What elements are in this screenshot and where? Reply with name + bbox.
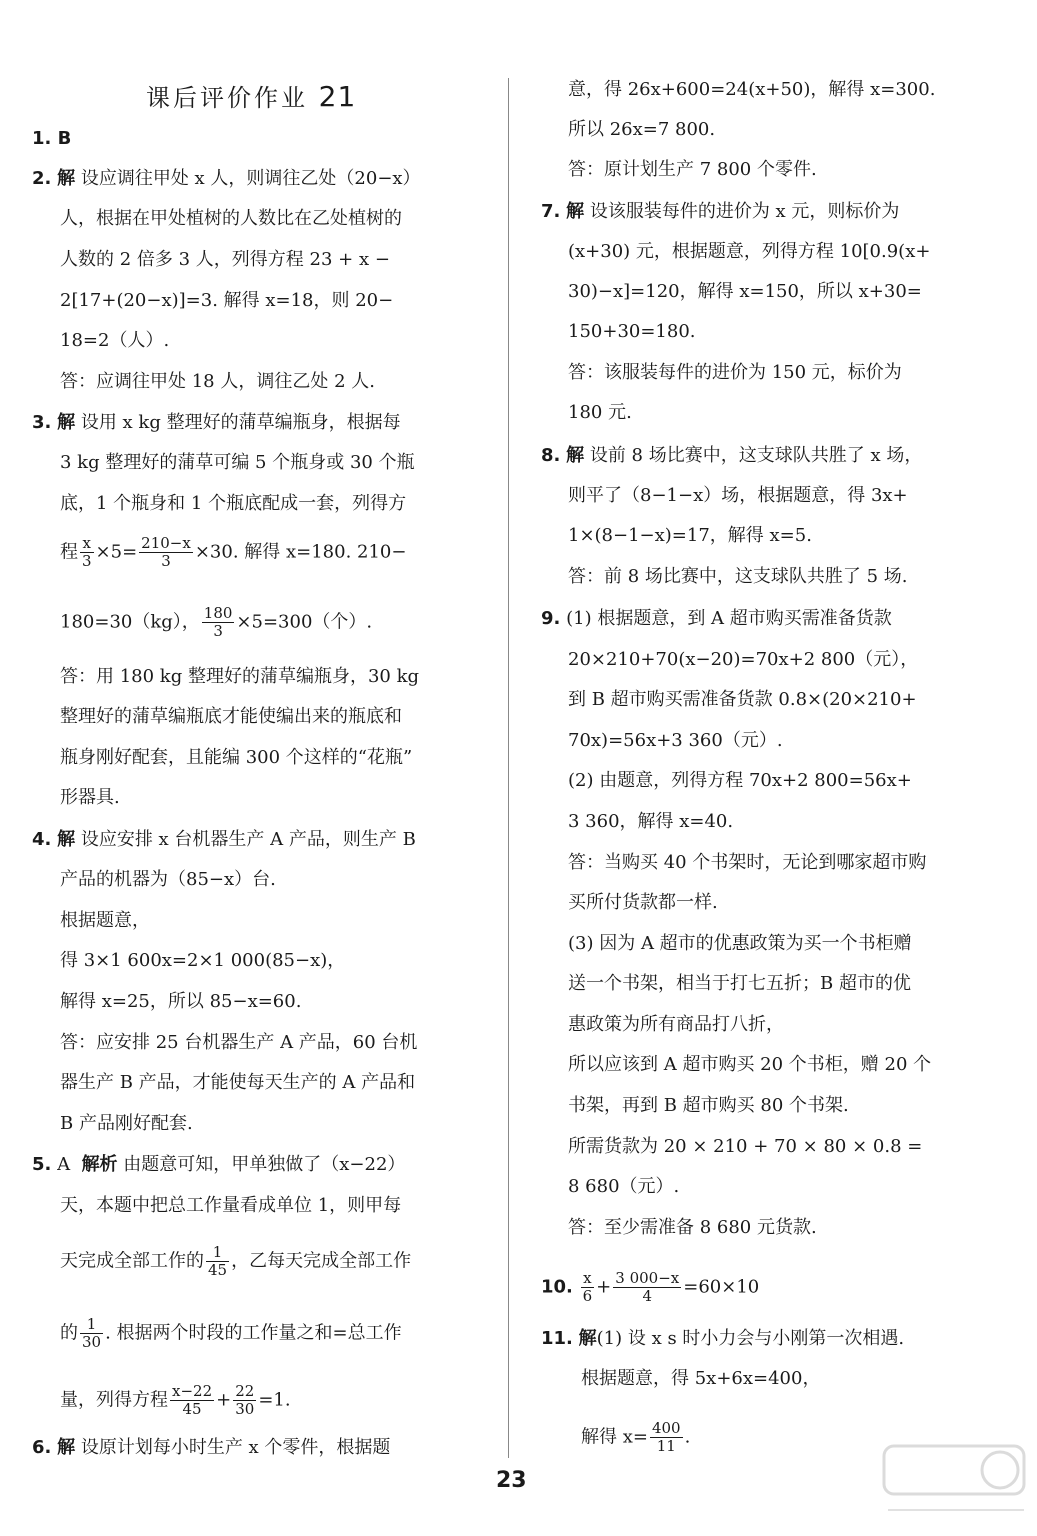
answer-3-line: 瓶身刚好配套，且能编 300 个这样的“花瓶” <box>60 747 413 768</box>
answer-4-line: 产品的机器为（85−x）台. <box>60 869 276 890</box>
answer-7-line: 30)−x]=120，解得 x=150，所以 x+30= <box>568 281 922 302</box>
answer-3-line: 程 $\frac{x}{3}$ ×5= $\frac{210-x}{3}$ ×30. 解得 x=180. 210− <box>60 534 407 570</box>
answer-4-line: 根据题意， <box>60 910 150 931</box>
answer-6-cont: 所以 26x=7 800. <box>568 119 716 140</box>
answer-9-line: 所以应该到 A 超市购买 20 个书柜，赠 20 个 <box>568 1054 932 1075</box>
answer-9-line: 到 B 超市购买需准备货款 0.8×(20×210+ <box>568 689 917 710</box>
answer-6-line: 6. 解 设原计划每小时生产 x 个零件，根据题 <box>32 1437 391 1458</box>
answer-9-line: 20×210+70(x−20)=70x+2 800（元）， <box>568 649 919 670</box>
fraction: $\frac{1}{45}$ <box>208 1243 228 1279</box>
answer-4-line: 答：应安排 25 台机器生产 A 产品，60 台机 <box>60 1032 418 1053</box>
answer-7-line: 150+30=180. <box>568 321 696 342</box>
answer-11-line: 解得 x= $\frac{400}{11}$ . <box>581 1419 691 1455</box>
answer-2-line: 人，根据在甲处植树的人数比在乙处植树的 <box>60 208 402 229</box>
answer-11-line: 11. 解(1) 设 x s 时小力会与小刚第一次相遇. <box>541 1328 905 1349</box>
answer-3-line: 答：用 180 kg 整理好的蒲草编瓶身，30 kg <box>60 666 420 687</box>
answer-9-line: 答：至少需准备 8 680 元货款. <box>568 1217 817 1238</box>
watermark-icon <box>880 1440 1030 1530</box>
answer-2-line: 人数的 2 倍多 3 人，列得方程 23 + x − <box>60 249 390 270</box>
answer-3-line: 形器具. <box>60 787 120 808</box>
watermark-logo <box>880 1440 1030 1530</box>
answer-4-line: 器生产 B 产品，才能使每天生产的 A 产品和 <box>60 1072 416 1093</box>
answer-2-line: 18=2（人）. <box>60 330 170 351</box>
answer-7-line: 7. 解 设该服装每件的进价为 x 元，则标价为 <box>541 201 900 222</box>
answer-9-line: 9. (1) 根据题意，到 A 超市购买需准备货款 <box>541 608 892 629</box>
answer-4-line: 得 3×1 600x=2×1 000(85−x)， <box>60 950 346 971</box>
answer-3-line: 180=30（kg）， $\frac{180}{3}$ ×5=300（个）. <box>60 604 373 640</box>
answer-7-line: 180 元. <box>568 402 632 423</box>
fraction: $\frac{x-22}{45}$ <box>172 1382 213 1418</box>
answer-5-line: 天，本题中把总工作量看成单位 1，则甲每 <box>60 1195 402 1216</box>
answer-8-line: 1×(8−1−x)=17，解得 x=5. <box>568 525 812 546</box>
answer-9-line: 所需货款为 20 × 210 + 70 × 80 × 0.8 = <box>568 1136 923 1157</box>
answer-9-line: (3) 因为 A 超市的优惠政策为买一个书柜赠 <box>568 933 912 954</box>
answer-9-line: 答：当购买 40 个书架时，无论到哪家超市购 <box>568 852 927 873</box>
answer-10-line: 10. $\frac{x}{6}$ + $\frac{3 000-x}{4}$ =60×10 <box>541 1269 760 1305</box>
page-number: 23 <box>496 1468 527 1493</box>
fraction: $\frac{180}{3}$ <box>203 604 233 640</box>
answer-9-line: 3 360，解得 x=40. <box>568 811 734 832</box>
answer-6-cont: 答：原计划生产 7 800 个零件. <box>568 159 817 180</box>
title-text: 课后评价作业 <box>146 84 308 112</box>
fraction: $\frac{210-x}{3}$ <box>141 534 191 570</box>
answer-9-line: (2) 由题意，列得方程 70x+2 800=56x+ <box>568 770 912 791</box>
answer-5-line: 量，列得方程 $\frac{x-22}{45}$ + $\frac{22}{30}$ =1. <box>60 1382 291 1418</box>
answer-3-line: 3 kg 整理好的蒲草可编 5 个瓶身或 30 个瓶 <box>60 452 415 473</box>
answer-2-line: 答：应调往甲处 18 人，调往乙处 2 人. <box>60 371 375 392</box>
answer-8-line: 答：前 8 场比赛中，这支球队共胜了 5 场. <box>568 566 908 587</box>
answer-3-line: 底，1 个瓶身和 1 个瓶底配成一套，列得方 <box>60 493 407 514</box>
answer-7-line: (x+30) 元，根据题意，列得方程 10[0.9(x+ <box>568 241 931 262</box>
answer-7-line: 答：该服装每件的进价为 150 元，标价为 <box>568 362 902 383</box>
answer-9-line: 送一个书架，相当于打七五折；B 超市的优 <box>568 973 911 994</box>
answer-9-line: 书架，再到 B 超市购买 80 个书架. <box>568 1095 849 1116</box>
answer-4-line: 解得 x=25，所以 85−x=60. <box>60 991 302 1012</box>
answer-3-line: 3. 解 设用 x kg 整理好的蒲草编瓶身，根据每 <box>32 412 401 433</box>
answer-5-line: 天完成全部工作的 $\frac{1}{45}$ ，乙每天完成全部工作 <box>60 1243 412 1279</box>
fraction: $\frac{3 000-x}{4}$ <box>615 1269 680 1305</box>
answer-1: 1. B <box>32 128 72 149</box>
page-title <box>146 78 356 113</box>
answer-8-line: 则平了（8−1−x）场，根据题意，得 3x+ <box>568 485 908 506</box>
column-divider <box>508 78 509 1458</box>
answer-2-line: 2. 解 设应调往甲处 x 人，则调往乙处（20−x） <box>32 168 421 189</box>
answer-9-line: 买所付货款都一样. <box>568 892 718 913</box>
answer-2-line: 2[17+(20−x)]=3. 解得 x=18，则 20− <box>60 290 394 311</box>
answer-5-line: 5. A 解析 由题意可知，甲单独做了（x−22） <box>32 1154 406 1175</box>
answer-9-line: 惠政策为所有商品打八折， <box>568 1014 784 1035</box>
answer-5-line: 的 $\frac{1}{30}$ . 根据两个时段的工作量之和=总工作 <box>60 1315 402 1351</box>
answer-6-cont: 意，得 26x+600=24(x+50)，解得 x=300. <box>568 79 936 100</box>
title-number: 21 <box>318 80 357 113</box>
fraction: $\frac{400}{11}$ <box>651 1419 681 1455</box>
answer-3-line: 整理好的蒲草编瓶底才能使编出来的瓶底和 <box>60 706 402 727</box>
fraction: $\frac{22}{30}$ <box>235 1382 255 1418</box>
answer-8-line: 8. 解 设前 8 场比赛中，这支球队共胜了 x 场， <box>541 445 923 466</box>
answer-4-line: B 产品刚好配套. <box>60 1113 193 1134</box>
answer-9-line: 70x)=56x+3 360（元）. <box>568 730 783 751</box>
answer-9-line: 8 680（元）. <box>568 1176 680 1197</box>
fraction: $\frac{x}{6}$ <box>582 1269 593 1305</box>
fraction: $\frac{x}{3}$ <box>82 534 92 570</box>
answer-4-line: 4. 解 设应安排 x 台机器生产 A 产品，则生产 B <box>32 829 416 850</box>
fraction: $\frac{1}{30}$ <box>82 1315 102 1351</box>
answer-11-line: 根据题意，得 5x+6x=400， <box>581 1368 821 1389</box>
